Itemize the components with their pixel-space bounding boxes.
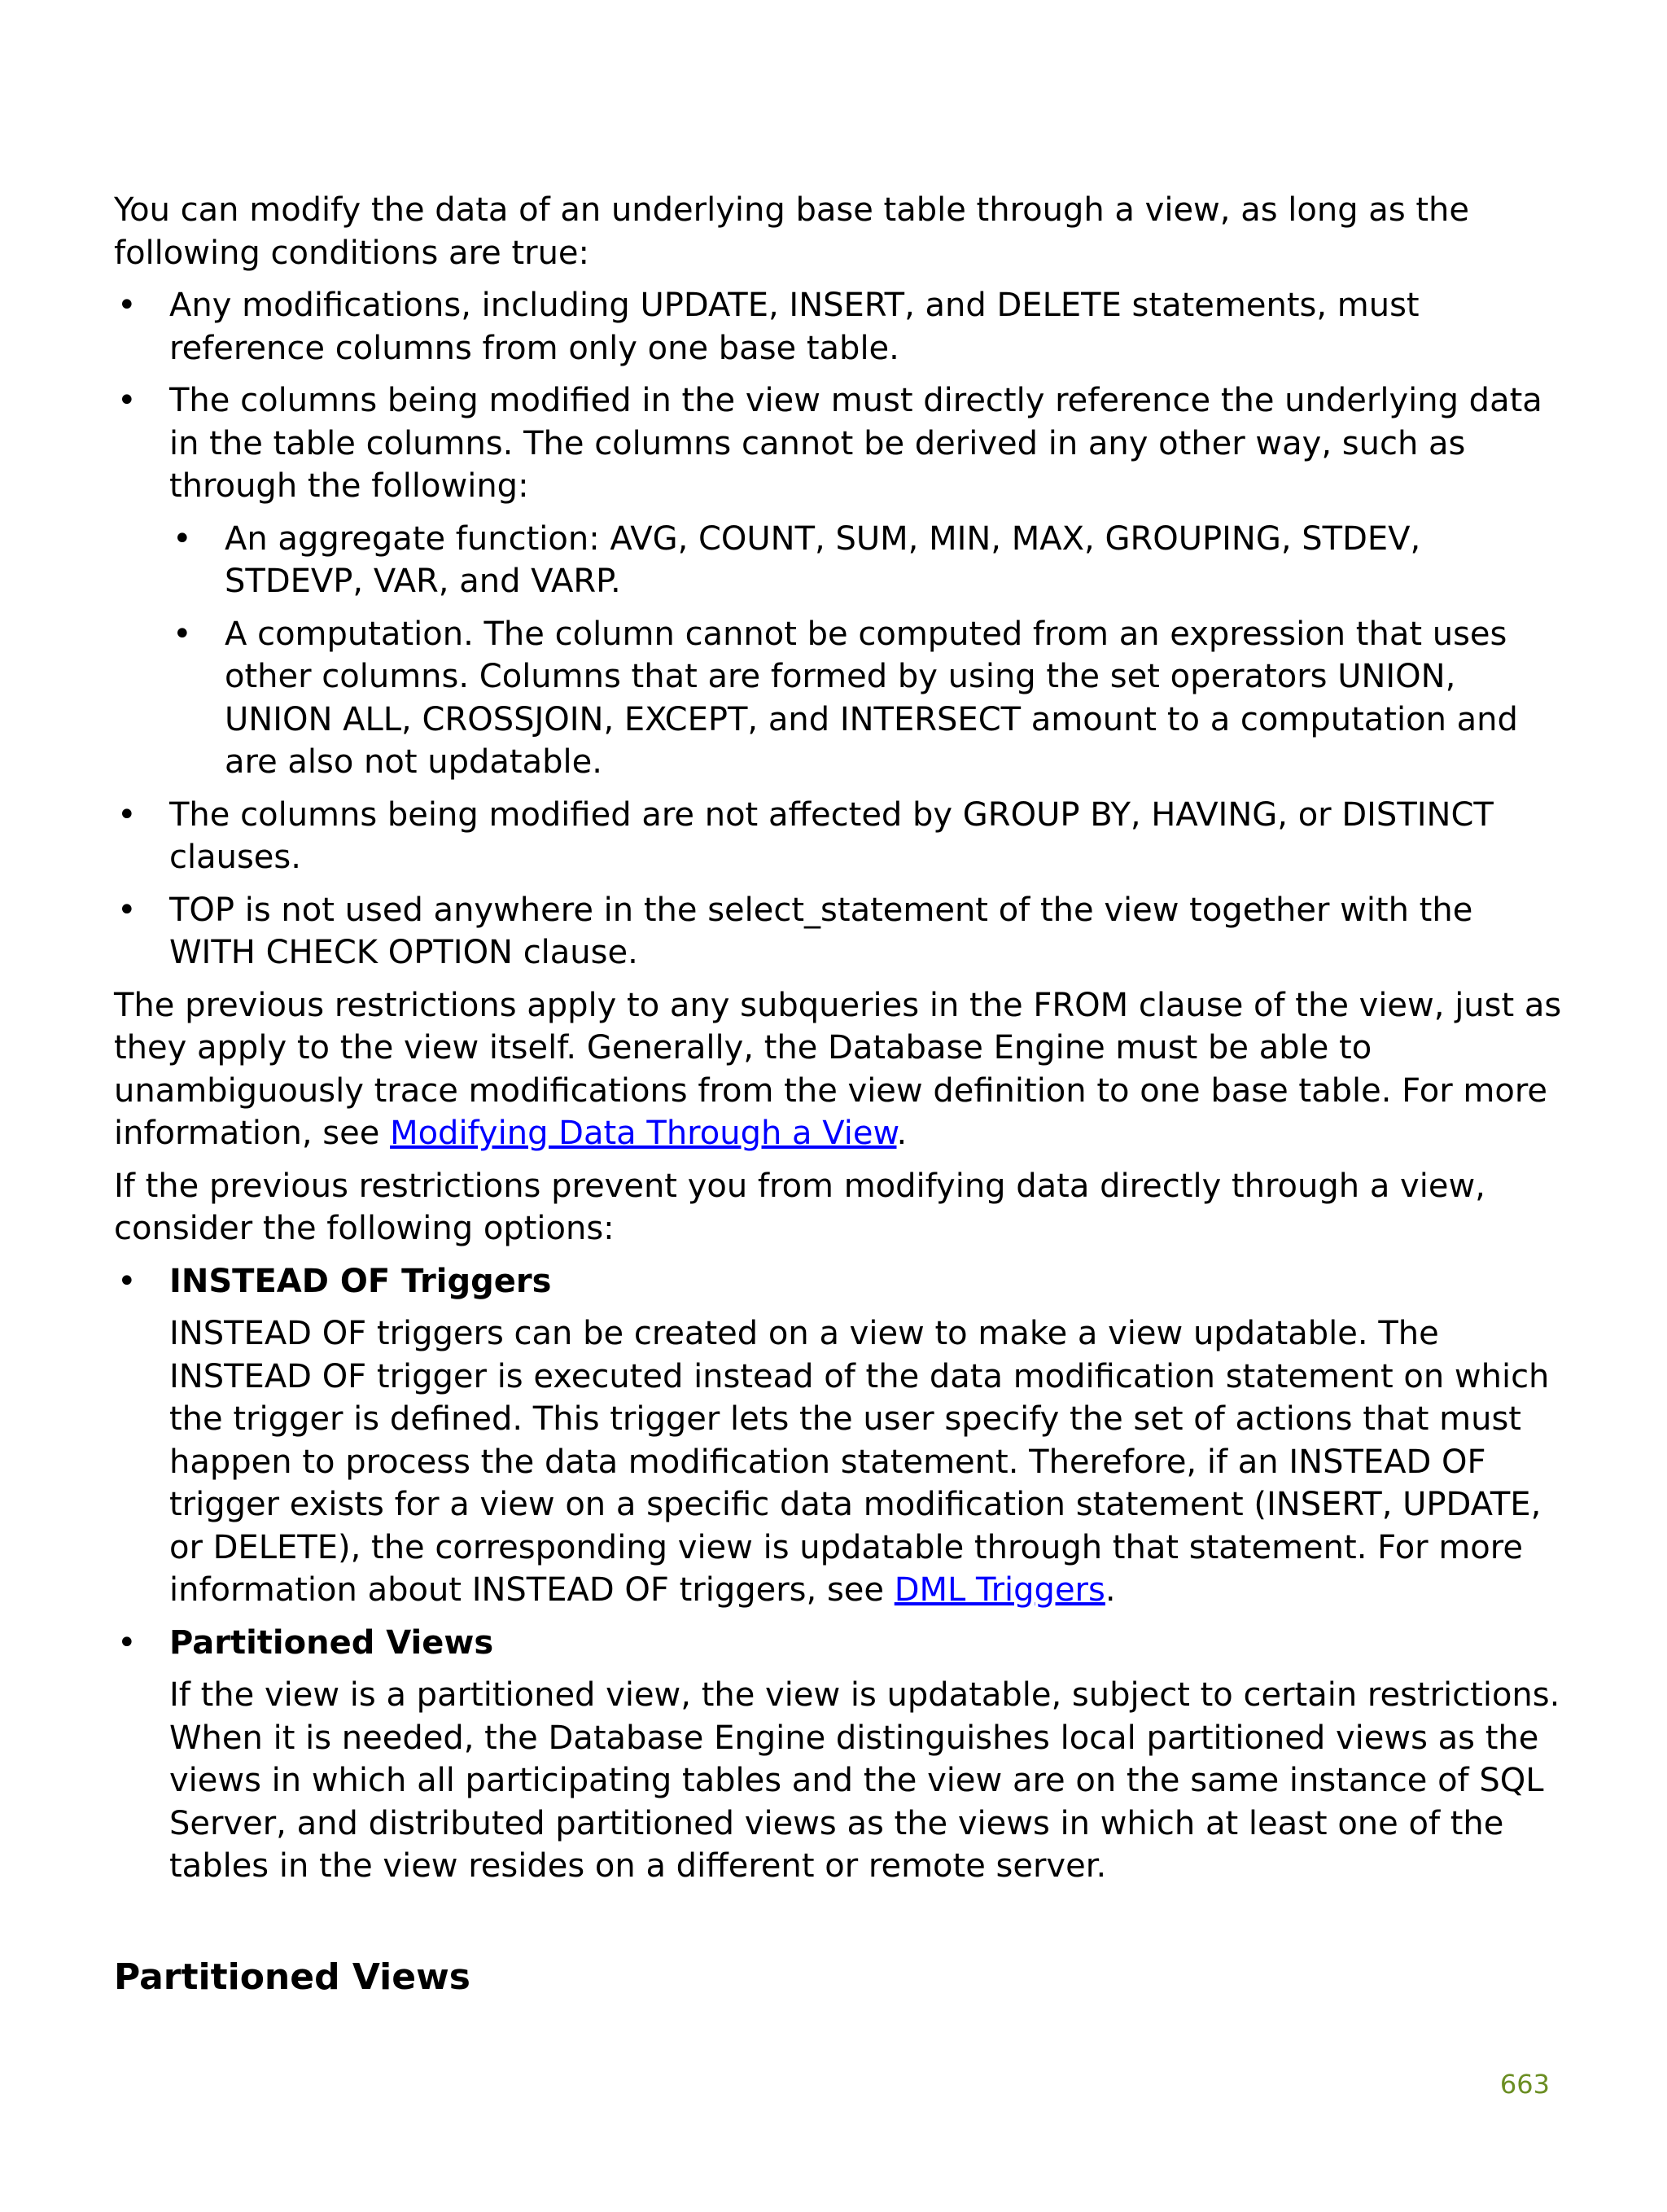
document-page bbox=[114, 189, 1563, 2030]
condition-item: • TOP is not used anywhere in the select_statement of the view together with the WITH CHECK OPTION clause. bbox=[114, 889, 1563, 975]
derivations-list bbox=[169, 518, 1563, 784]
restrictions-end: . bbox=[896, 1115, 908, 1152]
option-body-end: . bbox=[1105, 1571, 1116, 1609]
option-title: • INSTEAD OF Triggers bbox=[169, 1262, 552, 1300]
condition-item bbox=[114, 379, 1563, 784]
option-body bbox=[169, 1312, 1563, 1612]
condition-item: • The columns being modified are not affected by GROUP BY, HAVING, or DISTINCT clauses. bbox=[114, 794, 1563, 879]
option-title: • Partitioned Views bbox=[169, 1623, 494, 1662]
page-number: 663 bbox=[1499, 2069, 1550, 2100]
restrictions-paragraph bbox=[114, 984, 1563, 1155]
modifying-data-link[interactable]: Modifying Data Through a View bbox=[390, 1115, 897, 1152]
restrictions-text: The previous restrictions apply to any subqueries in the FROM clause of the view, just as they apply to the view itself. Generally, the Database Engine must be able to unambiguously trace modifications from the view definition to one base table. For more information, see bbox=[114, 986, 1562, 1152]
intro-paragraph: You can modify the data of an underlying base table through a view, as long as the following conditions are true: bbox=[114, 191, 1470, 272]
options-list bbox=[114, 1260, 1563, 1888]
dml-triggers-link[interactable]: DML Triggers bbox=[894, 1571, 1105, 1609]
option-item-partitioned bbox=[114, 1622, 1563, 1888]
condition-text: The columns being modified in the view must directly reference the underlying data in the table columns. The columns cannot be derived in any other way, such as through the following: bbox=[169, 382, 1542, 505]
derivation-item: • A computation. The column cannot be computed from an expression that uses other columns. Columns that are formed by using the set operators UNION, UNION ALL, CROSSJOIN, EXCEPT, and INTERSECT amount to a computation and are also not updatable. bbox=[169, 613, 1563, 784]
options-intro-paragraph: If the previous restrictions prevent you from modifying data directly through a view, consider the following options: bbox=[114, 1167, 1485, 1247]
option-body: If the view is a partitioned view, the view is updatable, subject to certain restrictions. When it is needed, the Database Engine distinguishes local partitioned views as the views in which all participating tables and the view are on the same instance of SQL Server, and distributed partitioned views as the views in which at least one of the tables in the view resides on a different or remote server. bbox=[169, 1676, 1560, 1885]
option-body-text: INSTEAD OF triggers can be created on a view to make a view updatable. The INSTEAD OF trigger is executed instead of the data modification statement on which the trigger is defined. This trigger lets the user specify the set of actions that must happen to process the data modification statement. Therefore, if an INSTEAD OF trigger exists for a view on a specific data modification statement (INSERT, UPDATE, or DELETE), the corresponding view is updatable through that statement. For more information about INSTEAD OF triggers, see bbox=[169, 1315, 1550, 1609]
section-heading: Partitioned Views bbox=[114, 1956, 470, 1998]
conditions-list bbox=[114, 284, 1563, 975]
condition-item: • Any modifications, including UPDATE, INSERT, and DELETE statements, must reference columns from only one base table. bbox=[114, 284, 1563, 370]
option-item-triggers bbox=[114, 1260, 1563, 1612]
derivation-item: • An aggregate function: AVG, COUNT, SUM, MIN, MAX, GROUPING, STDEV, STDEVP, VAR, and VARP. bbox=[169, 518, 1563, 603]
